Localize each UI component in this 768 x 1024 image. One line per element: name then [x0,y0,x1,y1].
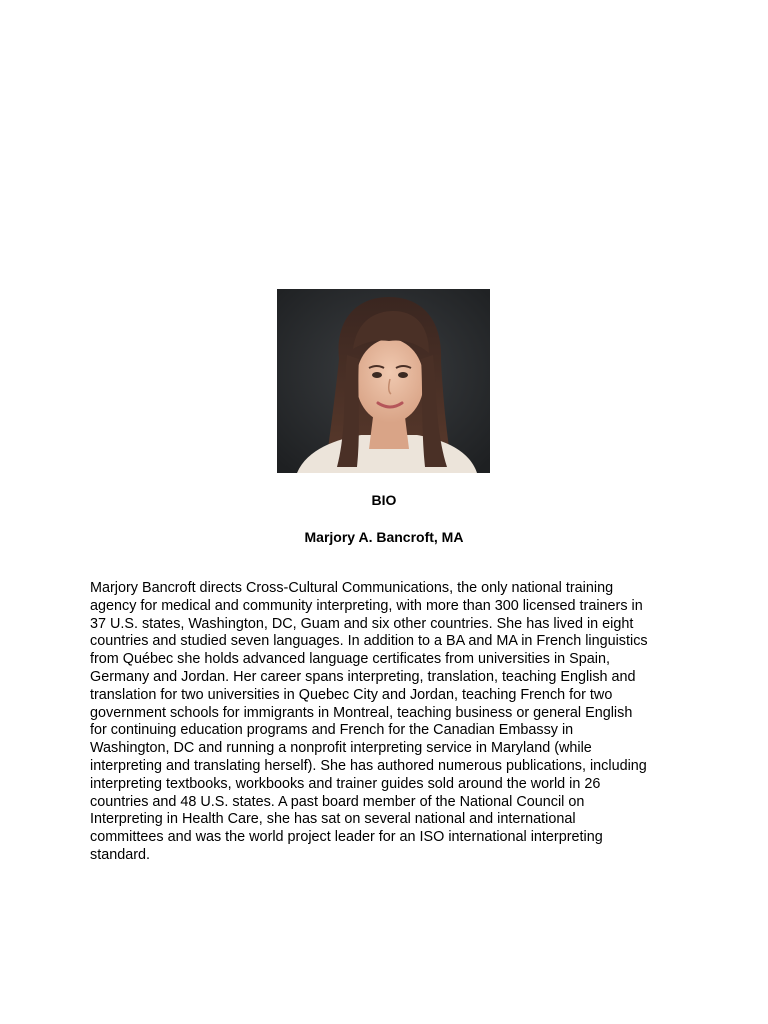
bio-line: interpreting and translating herself). She has authored numerous publications, including [90,757,647,774]
bio-line: agency for medical and community interpreting, with more than 300 licensed trainers in [90,597,643,614]
bio-line: government schools for immigrants in Montreal, teaching business or general English [90,704,633,721]
bio-line: Marjory Bancroft directs Cross-Cultural Communications, the only national training [90,580,614,596]
bio-line: translation for two universities in Quebec City and Jordan, teaching French for two [90,686,613,703]
bio-line: for continuing education programs and French for the Canadian Embassy in [90,722,574,739]
bio-paragraph [90,580,690,865]
bio-line: from Québec she holds advanced language certificates from universities in Spain, [90,651,610,668]
bio-line: countries and 48 U.S. states. A past board member of the National Council on [90,793,585,810]
bio-line: Washington, DC and running a nonprofit interpreting service in Maryland (while [90,740,592,757]
bio-line: 37 U.S. states, Washington, DC, Guam and six other countries. She has lived in eight [90,615,634,632]
person-name: Marjory A. Bancroft, MA [304,529,464,545]
bio-line: standard. [90,846,151,863]
bio-line: Interpreting in Health Care, she has sat on several national and international [90,811,576,828]
bio-heading: BIO [371,492,397,508]
bio-line: Germany and Jordan. Her career spans interpreting, translation, teaching English and [90,668,636,685]
bio-line: committees and was the world project leader for an ISO international interpreting [90,829,603,846]
portrait-photo [277,289,490,473]
bio-line: interpreting textbooks, workbooks and trainer guides sold around the world in 26 [90,775,601,792]
bio-line: countries and studied seven languages. In addition to a BA and MA in French linguistics [90,633,648,650]
